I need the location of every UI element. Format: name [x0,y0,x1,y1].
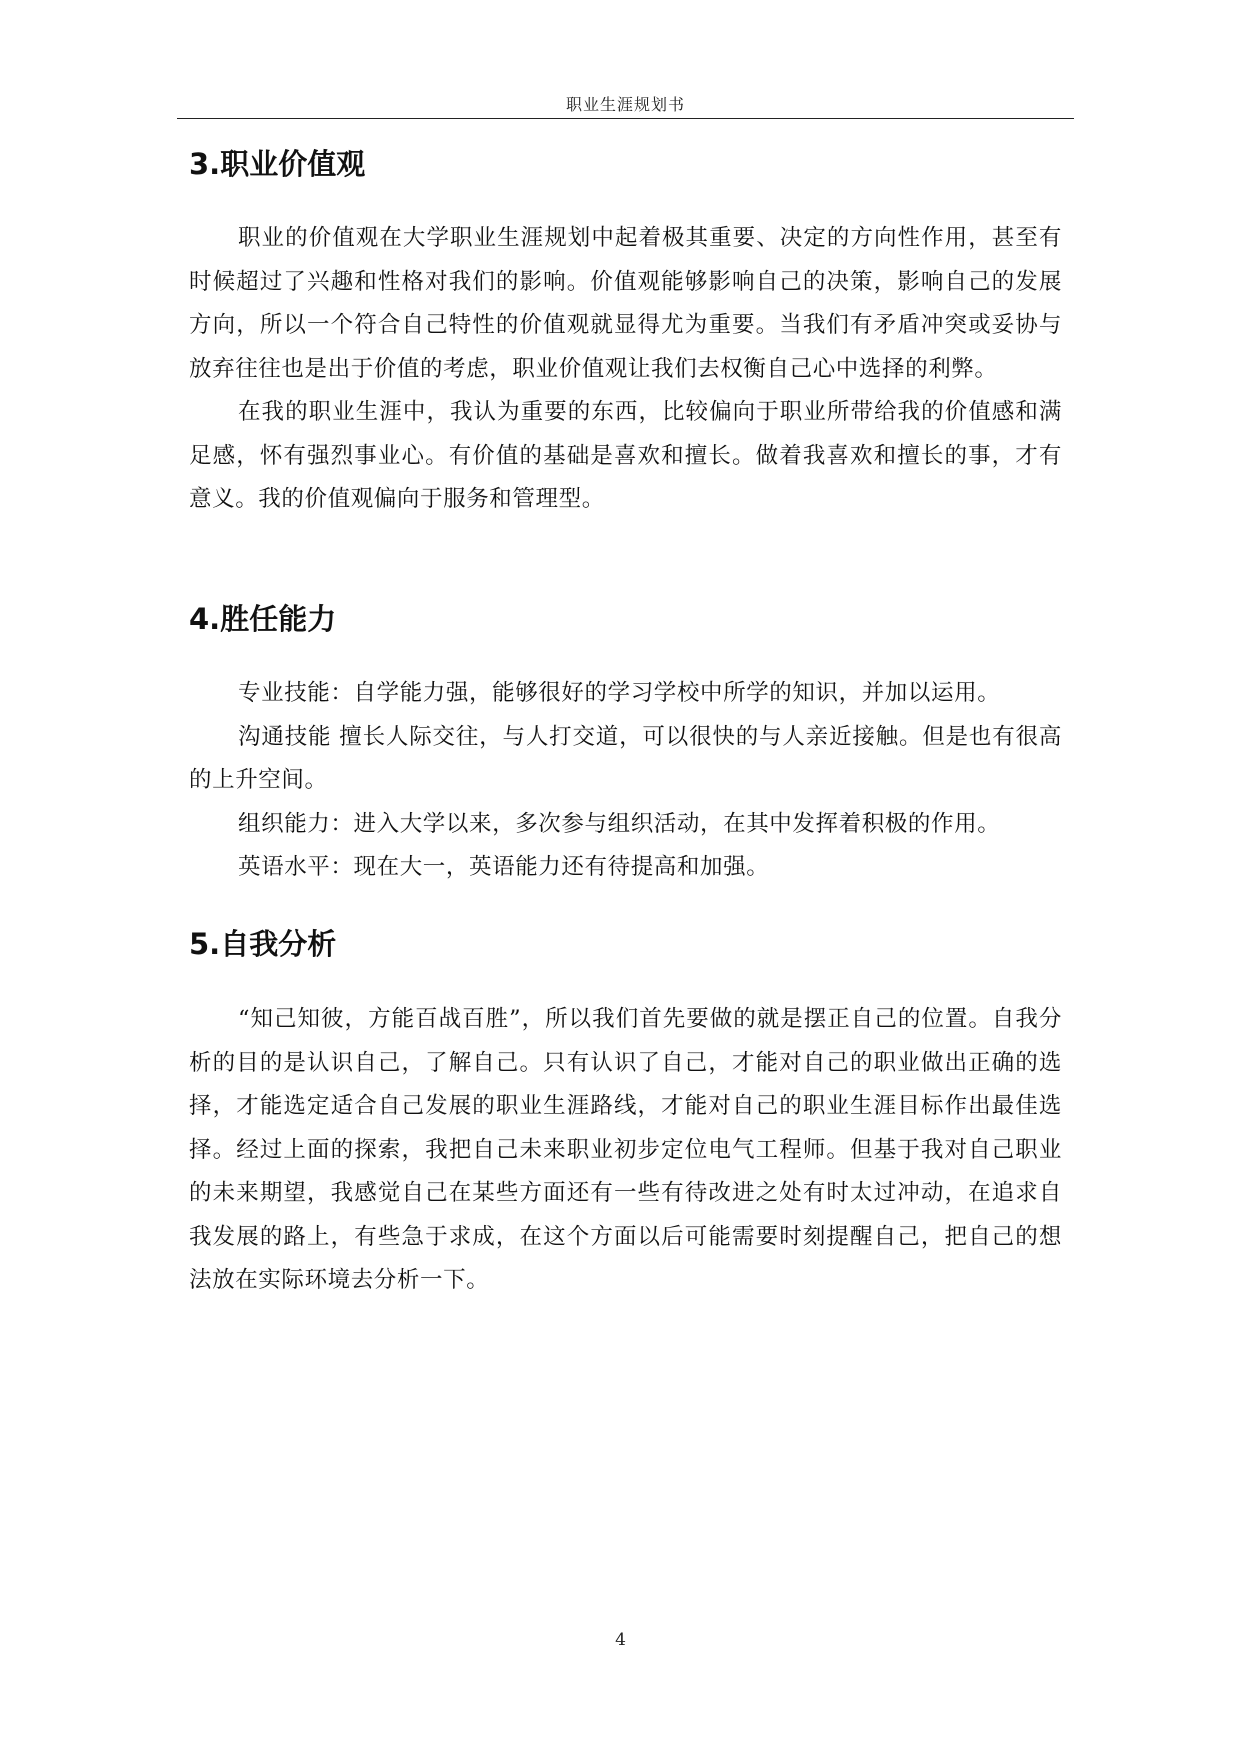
section-heading-competence: 4.胜任能力 [189,602,337,636]
paragraph: 组织能力：进入大学以来，多次参与组织活动，在其中发挥着积极的作用。 [238,810,1001,837]
paragraph: 职业的价值观在大学职业生涯规划中起着极其重要、决定的方向性作用，甚至有时候超过了兴趣和性格对我们的影响。价值观能够影响自己的决策，影响自己的发展方向，所以一个符合自己特性的价值观就显得尤为重要。当我们有矛盾冲突或妥协与放弃往往也是出于价值的考虑，职业价值观让我们去权衡自己心中选择的利弊。 [189,225,1062,382]
page-number: 4 [615,1630,626,1650]
paragraph: 英语水平：现在大一，英语能力还有待提高和加强。 [238,854,770,880]
paragraph: “知己知彼，方能百战百胜”，所以我们首先要做的就是摆正自己的位置。自我分析的目的是认识自己，了解自己。只有认识了自己，才能对自己的职业做出正确的选择，才能选定适合自己发展的职业生涯路线，才能对自己的职业生涯目标作出最佳选择。经过上面的探索，我把自己未来职业初步定位电气工程师。但基于我对自己职业的未来期望，我感觉自己在某些方面还有一些有待改进之处有时太过冲动，在追求自我发展的路上，有些急于求成，在这个方面以后可能需要时刻提醒自己，把自己的想法放在实际环境去分析一下。 [189,1006,1062,1293]
running-header: 职业生涯规划书 [565,95,685,114]
section-heading-self-analysis: 5.自我分析 [189,927,337,961]
section-heading-values: 3.职业价值观 [189,147,366,181]
header-rule [177,118,1074,119]
section-body-values [189,217,1062,522]
section-body-competence [189,672,1062,890]
paragraph: 在我的职业生涯中，我认为重要的东西，比较偏向于职业所带给我的价值感和满足感，怀有强烈事业心。有价值的基础是喜欢和擅长。做着我喜欢和擅长的事，才有意义。我的价值观偏向于服务和管理型。 [189,399,1062,512]
paragraph: 沟通技能 擅长人际交往，与人打交道，可以很快的与人亲近接触。但是也有很高的上升空间。 [189,723,1062,793]
paragraph: 专业技能：自学能力强，能够很好的学习学校中所学的知识，并加以运用。 [238,680,1001,706]
section-body-self-analysis [189,998,1062,1303]
